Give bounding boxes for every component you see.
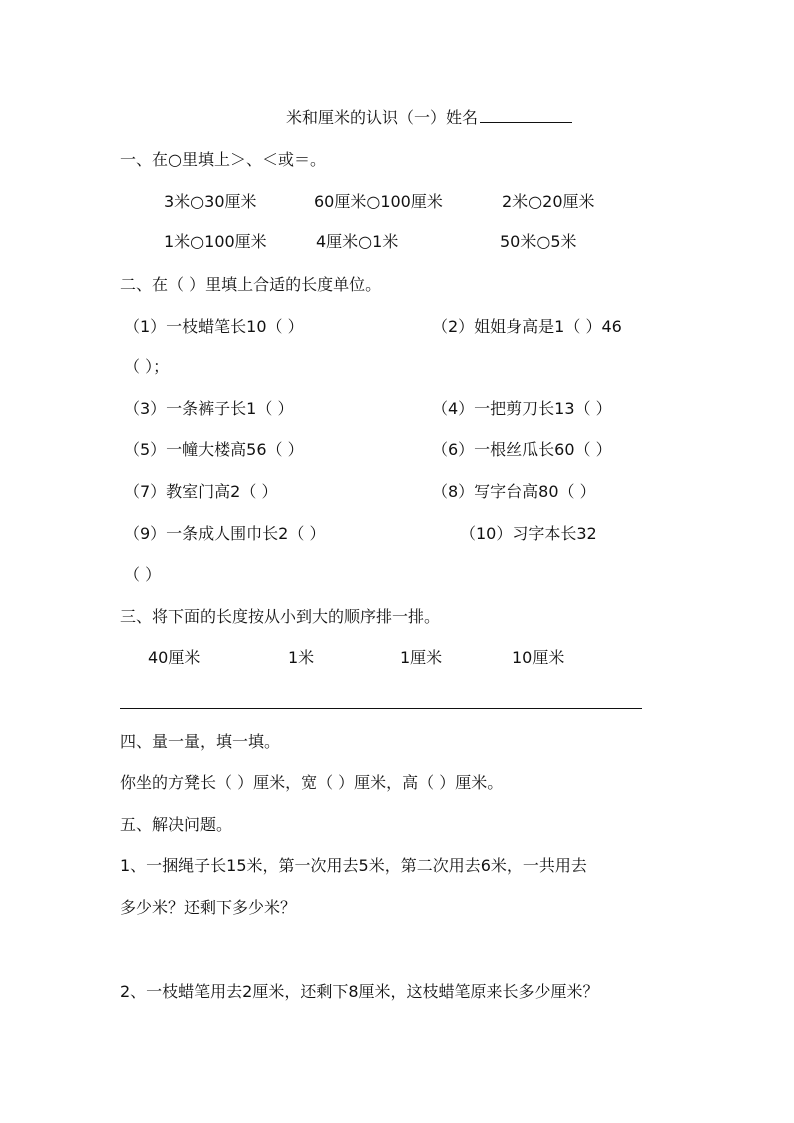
compare-item: 60厘米○100厘米: [314, 192, 443, 211]
unit-item: （7）教室门高2（ ）: [124, 482, 278, 501]
unit-item: （8）写字台高80（ ）: [432, 482, 596, 501]
length-item: 10厘米: [512, 648, 565, 667]
unit-item: （10）习字本长32: [460, 524, 597, 543]
unit-item: （5）一幢大楼高56（ ）: [124, 440, 304, 459]
unit-item: （9）一条成人围巾长2（ ）: [124, 524, 326, 543]
length-item: 1厘米: [400, 648, 443, 667]
unit-item: （2）姐姐身高是1（ ）46: [432, 317, 622, 336]
unit-item: （3）一条裤子长1（ ）: [124, 399, 294, 418]
answer-line[interactable]: [120, 708, 642, 709]
compare-item: 50米○5米: [500, 232, 577, 251]
title-text: 米和厘米的认识（一）姓名: [286, 108, 479, 127]
compare-item: 2米○20厘米: [502, 192, 595, 211]
length-item: 40厘米: [148, 648, 201, 667]
unit-item: （6）一根丝瓜长60（ ）: [432, 440, 612, 459]
problem-1-line-2: 多少米？还剩下多少米？: [120, 898, 297, 917]
compare-item: 3米○30厘米: [164, 192, 257, 211]
length-item: 1米: [288, 648, 315, 667]
measure-line: 你坐的方凳长（ ）厘米，宽（ ）厘米，高（ ）厘米。: [120, 773, 504, 792]
unit-item-continuation: （ ）；: [124, 357, 170, 376]
section4-heading: 四、量一量，填一填。: [120, 732, 281, 751]
section3-heading: 三、将下面的长度按从小到大的顺序排一排。: [120, 607, 441, 626]
compare-item: 1米○100厘米: [164, 232, 267, 251]
unit-item: （4）一把剪刀长13（ ）: [432, 399, 612, 418]
name-blank[interactable]: [480, 108, 572, 123]
unit-item-continuation: （ ）: [124, 565, 162, 584]
compare-item: 4厘米○1米: [316, 232, 399, 251]
section5-heading: 五、解决问题。: [120, 815, 233, 834]
section2-heading: 二、在（ ）里填上合适的长度单位。: [120, 275, 382, 294]
problem-1-line-1: 1、一捆绳子长15米，第一次用去5米，第二次用去6米，一共用去: [120, 856, 587, 875]
problem-2: 2、一枝蜡笔用去2厘米，还剩下8厘米，这枝蜡笔原来长多少厘米？: [120, 982, 599, 1001]
unit-item: （1）一枝蜡笔长10（ ）: [124, 317, 304, 336]
page-title: [286, 108, 572, 128]
section1-heading: 一、在○里填上＞、＜或＝。: [120, 150, 326, 169]
